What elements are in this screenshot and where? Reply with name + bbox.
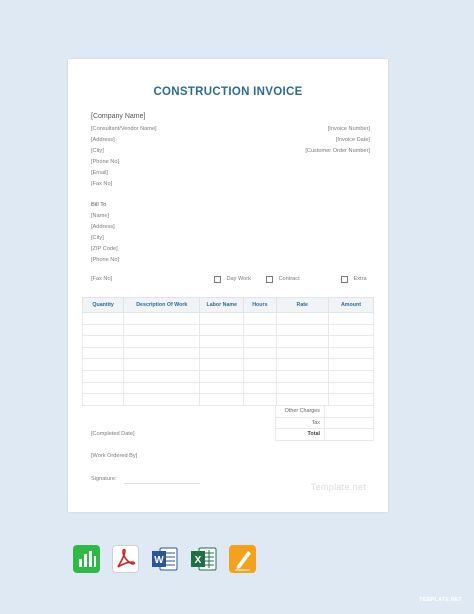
company-name: [Company Name] [91,113,146,120]
table-row [83,382,374,394]
invoice-number: [Invoice Number] [327,126,370,132]
sender-email: [Email] [91,170,109,176]
work-ordered-by: [Work Ordered By] [91,453,138,459]
bill-to-label: Bill To [91,202,107,208]
table-row [83,359,374,371]
adobe-pdf-icon[interactable] [112,545,139,573]
col-rate: Rate [276,298,328,313]
numbers-icon[interactable] [73,545,100,573]
bill-to-name: [Name] [91,213,110,219]
table-header-row [83,298,374,313]
completed-date: [Completed Date] [91,431,135,437]
sender-phone: [Phone No] [91,159,119,165]
fax-no-label: [Fax No] [91,276,113,282]
day-work-checkbox[interactable] [214,276,221,283]
sender-block [91,124,157,190]
pages-icon[interactable] [229,545,256,573]
extra-checkbox[interactable] [341,276,348,283]
contract-label: Contract [278,276,300,283]
signature-label: Signature: [91,476,117,482]
tax-value [325,417,374,429]
col-hours: Hours [244,298,276,313]
day-work-label: Day Work [226,276,251,283]
total-label: Total [276,429,325,441]
table-row [83,347,374,359]
day-work-option[interactable] [214,276,251,283]
col-quantity: Quantity [83,298,124,313]
other-charges-value [325,406,374,418]
signature-line [124,483,200,484]
table-row [83,313,374,325]
bill-to-phone: [Phone No] [91,257,119,263]
sender-city: [City] [91,148,104,154]
col-description: Description Of Work [124,298,200,313]
extra-option[interactable] [341,276,367,283]
totals-table [275,405,374,441]
other-charges-label: Other Charges [276,406,325,418]
total-row [276,429,374,441]
bill-to-block [91,211,119,266]
svg-text:W: W [154,555,164,566]
bill-to-city: [City] [91,235,104,241]
bill-to-address: [Address] [91,224,115,230]
extra-label: Extra [353,276,367,283]
table-row [83,324,374,336]
sender-vendor-name: [Consultant/Vendor Name] [91,126,157,132]
col-labor-name: Labor Name [200,298,244,313]
fax-no-field [91,276,112,282]
invoice-sheet [68,59,388,512]
col-amount: Amount [328,298,373,313]
svg-text:X: X [194,555,202,566]
table-row [83,370,374,382]
sender-fax: [Fax No] [91,181,113,187]
sender-address: [Address] [91,137,115,143]
watermark: Template.net [310,482,366,492]
contract-option[interactable] [266,276,300,283]
bill-to-zip: [ZIP Code] [91,246,118,252]
tax-row [276,417,374,429]
page-title: CONSTRUCTION INVOICE [153,86,303,98]
tax-label: Tax [276,417,325,429]
table-row [83,336,374,348]
contract-checkbox[interactable] [266,276,273,283]
excel-icon[interactable] [190,545,217,573]
invoice-date: [Invoice Date] [335,137,370,143]
other-charges-row [276,406,374,418]
table-row [83,394,374,406]
work-items-table [82,297,374,406]
total-value [325,429,374,441]
word-icon[interactable] [151,545,178,573]
brand-logo: TEMPLATE.NET [419,597,462,603]
customer-order-number: [Customer Order Number] [305,148,370,154]
invoice-info-block [305,124,370,157]
app-icons-row [73,545,256,573]
